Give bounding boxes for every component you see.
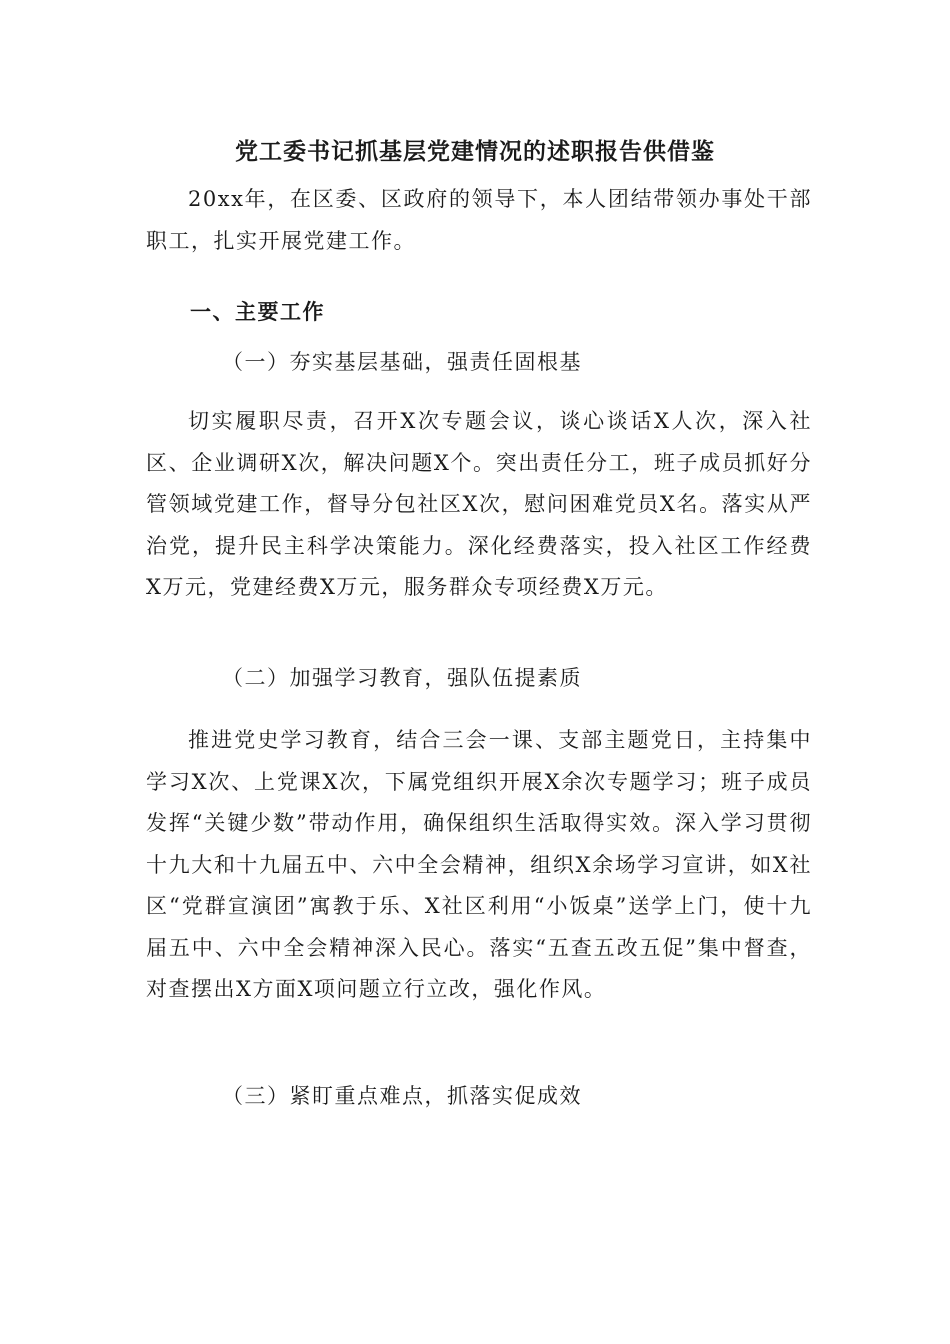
subsection1-heading: （一）夯实基层基础，强责任固根基 bbox=[222, 350, 582, 374]
subsection2-body: 推进党史学习教育，结合三会一课、支部主题党日，主持集中学习X次、上党课X次，下属党组织开展X余次专题学习；班子成员发挥“关键少数”带动作用，确保组织生活取得实效。深入学习贯彻十九大和十九届五中、六中全会精神，组织X余场学习宣讲，如X社区“党群宣演团”寓教于乐、X社区利用“小饭桌”送学上门，使十九届五中、六中全会精神深入民心。落实“五查五改五促”集中督查，对查摆出X方面X项问题立行立改，强化作风。 bbox=[146, 728, 812, 1001]
subsection3-heading: （三）紧盯重点难点，抓落实促成效 bbox=[222, 1084, 582, 1108]
document-title: 党工委书记抓基层党建情况的述职报告供借鉴 bbox=[235, 138, 715, 165]
subsection1-body: 切实履职尽责，召开X次专题会议，谈心谈话X人次，深入社区、企业调研X次，解决问题X个。突出责任分工，班子成员抓好分管领域党建工作，督导分包社区X次，慰问困难党员X名。落实从严治党，提升民主科学决策能力。深化经费落实，投入社区工作经费X万元，党建经费X万元，服务群众专项经费X万元。 bbox=[146, 409, 812, 599]
intro-paragraph: 20xx年，在区委、区政府的领导下，本人团结带领办事处干部职工，扎实开展党建工作。 bbox=[146, 187, 812, 253]
subsection2-heading: （二）加强学习教育，强队伍提素质 bbox=[222, 666, 582, 690]
section1-heading: 一、主要工作 bbox=[190, 299, 325, 324]
